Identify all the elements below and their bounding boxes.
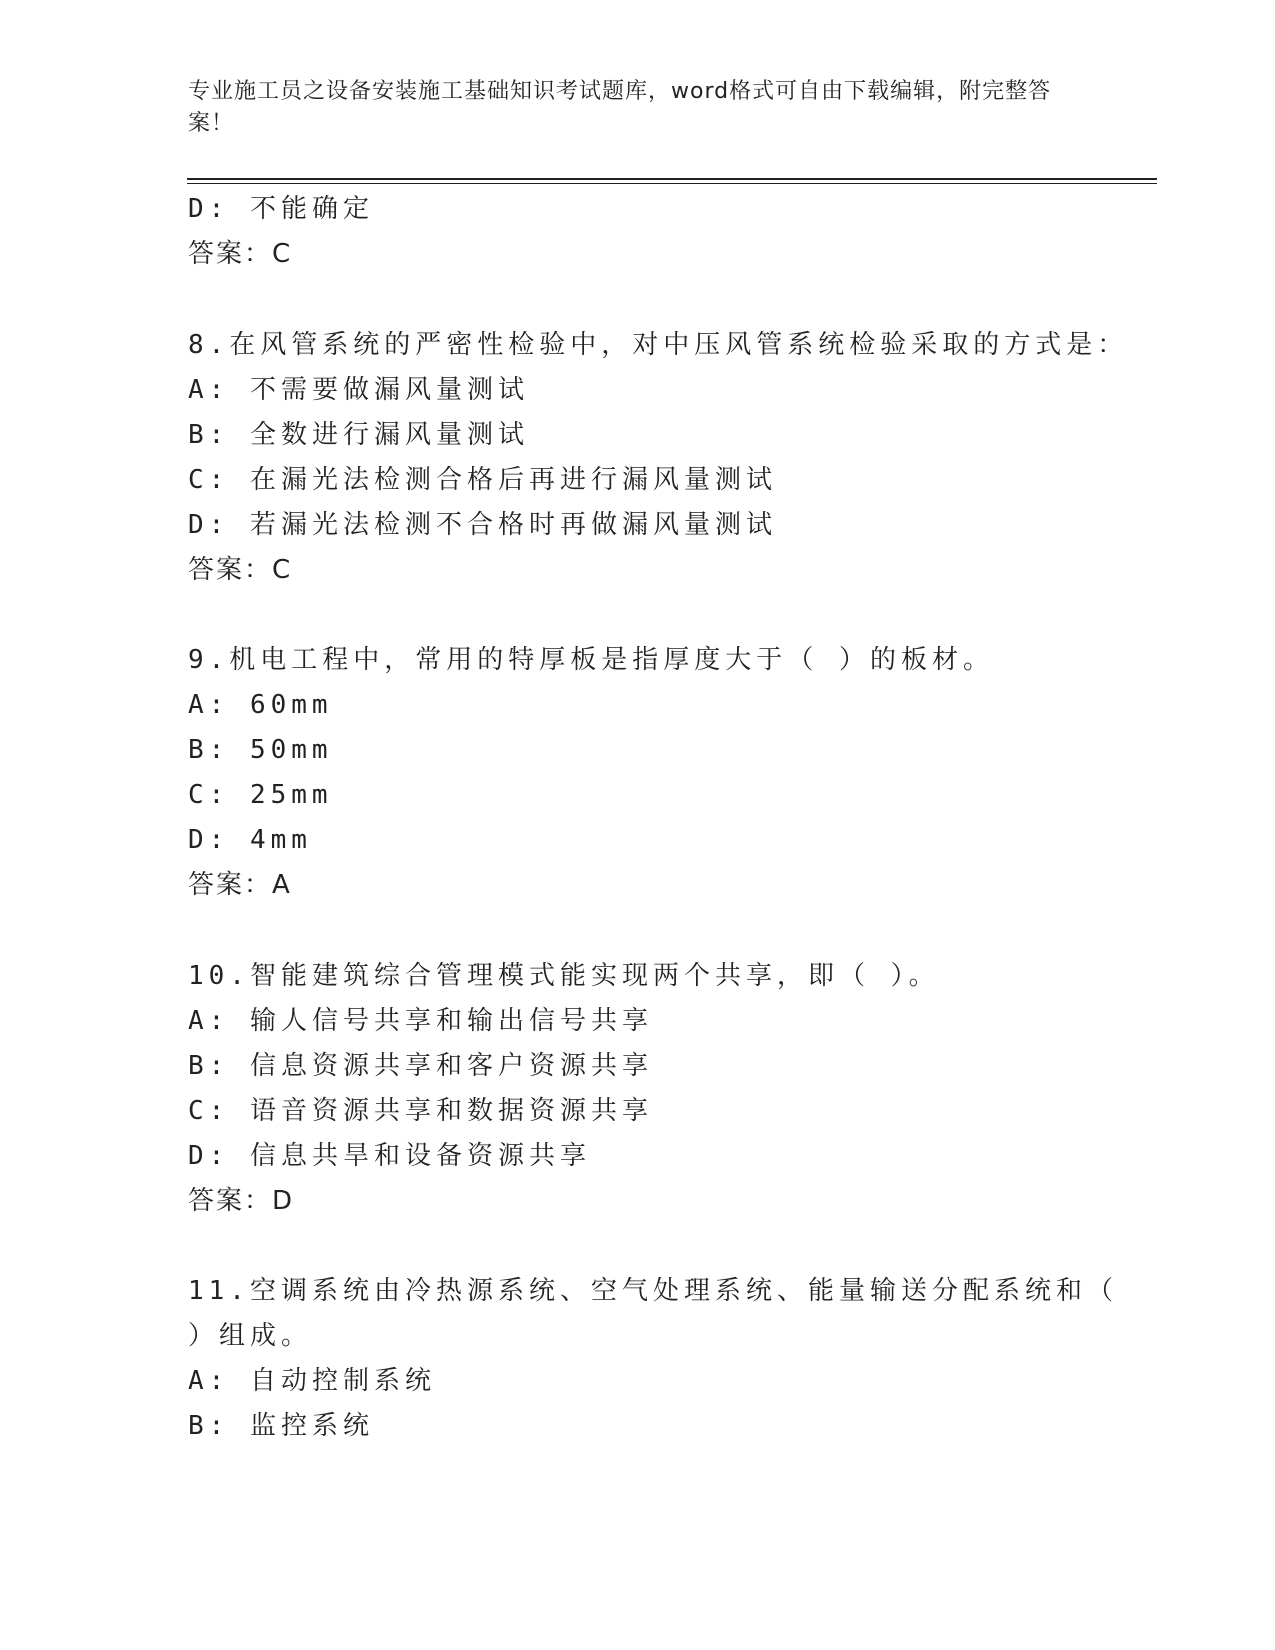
header-divider-thick xyxy=(187,178,1157,180)
answer-8: 答案：C xyxy=(188,555,293,585)
option-11-a: A: 自动控制系统 xyxy=(188,1366,436,1396)
option-8-a: A: 不需要做漏风量测试 xyxy=(188,375,529,405)
answer-7: 答案：C xyxy=(188,239,293,269)
header-divider-thin xyxy=(187,183,1157,184)
option-10-c: C: 语音资源共享和数据资源共享 xyxy=(188,1096,653,1126)
question-9: 9.机电工程中，常用的特厚板是指厚度大于（ ）的板材。 xyxy=(188,645,994,675)
option-10-d: D: 信息共旱和设备资源共享 xyxy=(188,1141,591,1171)
option-7-d: D: 不能确定 xyxy=(188,194,374,224)
answer-9: 答案：A xyxy=(188,870,292,900)
option-10-a: A: 输人信号共享和输出信号共享 xyxy=(188,1006,653,1036)
option-9-a: A: 60mm xyxy=(188,690,333,720)
option-8-c: C: 在漏光法检测合格后再进行漏风量测试 xyxy=(188,465,777,495)
answer-10: 答案：D xyxy=(188,1186,295,1216)
option-10-b: B: 信息资源共享和客户资源共享 xyxy=(188,1051,653,1081)
question-10: 10.智能建筑综合管理模式能实现两个共享，即（ ）。 xyxy=(188,961,940,991)
option-8-b: B: 全数进行漏风量测试 xyxy=(188,420,529,450)
option-9-b: B: 50mm xyxy=(188,735,333,765)
question-11-continued: ）组成。 xyxy=(188,1321,313,1351)
option-11-b: B: 监控系统 xyxy=(188,1411,374,1441)
option-8-d: D: 若漏光法检测不合格时再做漏风量测试 xyxy=(188,510,777,540)
question-8: 8.在风管系统的严密性检验中，对中压风管系统检验采取的方式是： xyxy=(188,330,1129,360)
option-9-d: D: 4mm xyxy=(188,825,312,855)
option-9-c: C: 25mm xyxy=(188,780,333,810)
question-11: 11.空调系统由冷热源系统、空气处理系统、能量输送分配系统和（ xyxy=(188,1276,1118,1306)
document-header: 专业施工员之设备安装施工基础知识考试题库，word格式可自由下载编辑，附完整答案！ xyxy=(188,79,1052,136)
